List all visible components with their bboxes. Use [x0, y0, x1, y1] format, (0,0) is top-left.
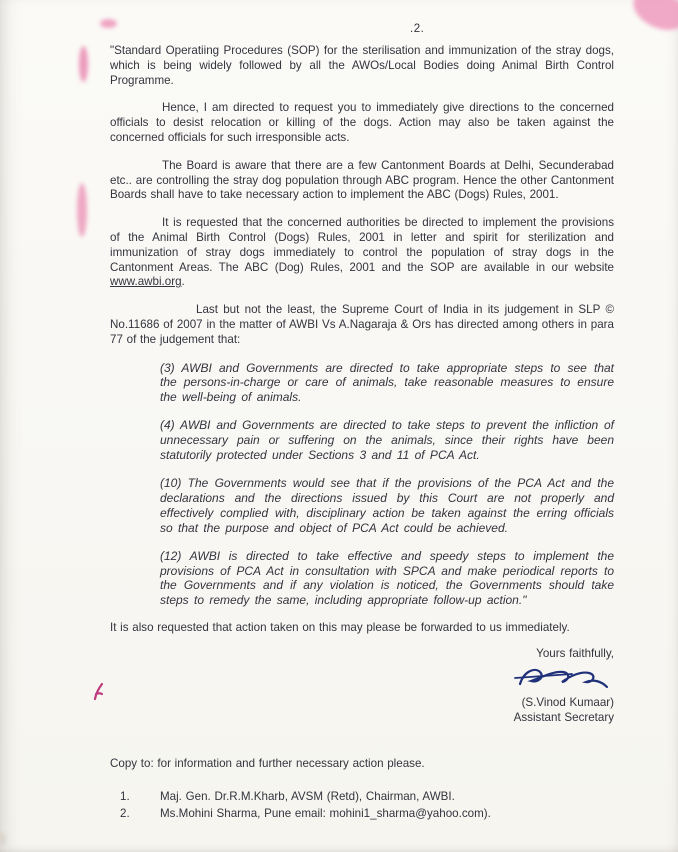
scan-artifact-left-streak-2 [77, 183, 87, 237]
copy-to-item-text: Maj. Gen. Dr.R.M.Kharb, AVSM (Retd), Chairman, AWBI. [160, 789, 455, 803]
paragraph-sop: "Standard Operatiing Procedures (SOP) for the sterilisation and immunization of the stray dogs, which is being widely followed by all the AWOs/Local Bodies doing Animal Birth Control Programme. [110, 44, 614, 87]
copy-to-item-number: 1. [120, 789, 130, 803]
copy-to-label: Copy to: for information and further necessary action please. [110, 757, 425, 771]
copy-to-item-text: Ms.Mohini Sharma, Pune email: mohini1_sharma@yahoo.com). [160, 806, 491, 820]
paragraph-directions: Hence, I am directed to request you to immediately give directions to the concerned officials to desist relocation or killing of the dogs. Action may also be taken against the concerned officials for such irresponsible acts. [110, 101, 614, 144]
scan-artifact-top-left-dot [100, 19, 117, 28]
copy-to-item-number: 2. [120, 806, 130, 820]
copy-to-item [120, 788, 614, 805]
closing-request: It is also requested that action taken on this may please be forwarded to us immediately. [110, 621, 570, 635]
salutation: Yours faithfully, [536, 647, 614, 661]
scan-artifact-bottom-left [0, 832, 6, 846]
scan-artifact-top-right-smudge [627, 0, 678, 38]
letter-body [110, 44, 614, 822]
judgement-quote-para-3: (3) AWBI and Governments are directed to take appropriate steps to see that the persons-in-charge or care of animals, take reasonable measures to ensure the well-being of animals. [160, 360, 614, 405]
copy-to-item [120, 805, 614, 822]
awbi-website-link[interactable]: www.awbi.org [110, 275, 182, 289]
scan-artifact-left-streak-1 [79, 46, 88, 82]
judgement-quote-para-10: (10) The Governments would see that if the provisions of the PCA Act and the declarations and the directions issued by this Court are not properly and effectively complied with, disciplinary action be taken against the erring officials so that the purpose and object of PCA Act could be achieved. [160, 475, 614, 535]
paragraph-abc-text-before-link: It is requested that the concerned authorities be directed to implement the provisions of the Animal Birth Control (Dogs) Rules, 2001 in letter and spirit for sterilization and immunization of stray dogs immediately to control the population of stray dogs in the Cantonment Areas. The ABC (Dog) Rules, 2001 and the SOP are available in our website [110, 216, 614, 274]
paragraph-abc-text-after-link: . [181, 275, 185, 289]
judgement-quote-para-12: (12) AWBI is directed to take effective and speedy steps to implement the provisions of PCA Act in consultation with SPCA and make periodical reports to the Governments and if any violation is noticed, the Governments should take steps to remedy the same, including appropriate follow-up action." [160, 548, 614, 608]
signatory-name: (S.Vinod Kumaar) [521, 696, 614, 710]
handwritten-signature [110, 663, 612, 695]
paragraph-abc-rules [110, 216, 614, 290]
copy-to-section [110, 757, 614, 822]
page-number: .2. [410, 23, 425, 35]
judgement-quote-para-4: (4) AWBI and Governments are directed to take steps to prevent the infliction of unnecessary pain or suffering on the animals, since their rights have been statutorily protected under Sections 3 and 11 of PCA Act. [160, 418, 614, 463]
paragraph-cantonment-boards: The Board is aware that there are a few Cantonment Boards at Delhi, Secunderabad etc.. are controlling the stray dog population through ABC program. Hence the other Cantonment Boards shall have to take necessary action to implement the ABC (Dogs) Rules, 2001. [110, 158, 614, 202]
paragraph-supreme-court: Last but not the least, the Supreme Court of India in its judgement in SLP © No.11686 of 2007 in the matter of AWBI Vs A.Nagaraja & Ors has directed among others in para 77 of the judgement that: [110, 303, 614, 346]
signatory-title: Assistant Secretary [513, 711, 614, 725]
signature-block [110, 646, 614, 725]
pink-pen-mark [92, 682, 106, 707]
